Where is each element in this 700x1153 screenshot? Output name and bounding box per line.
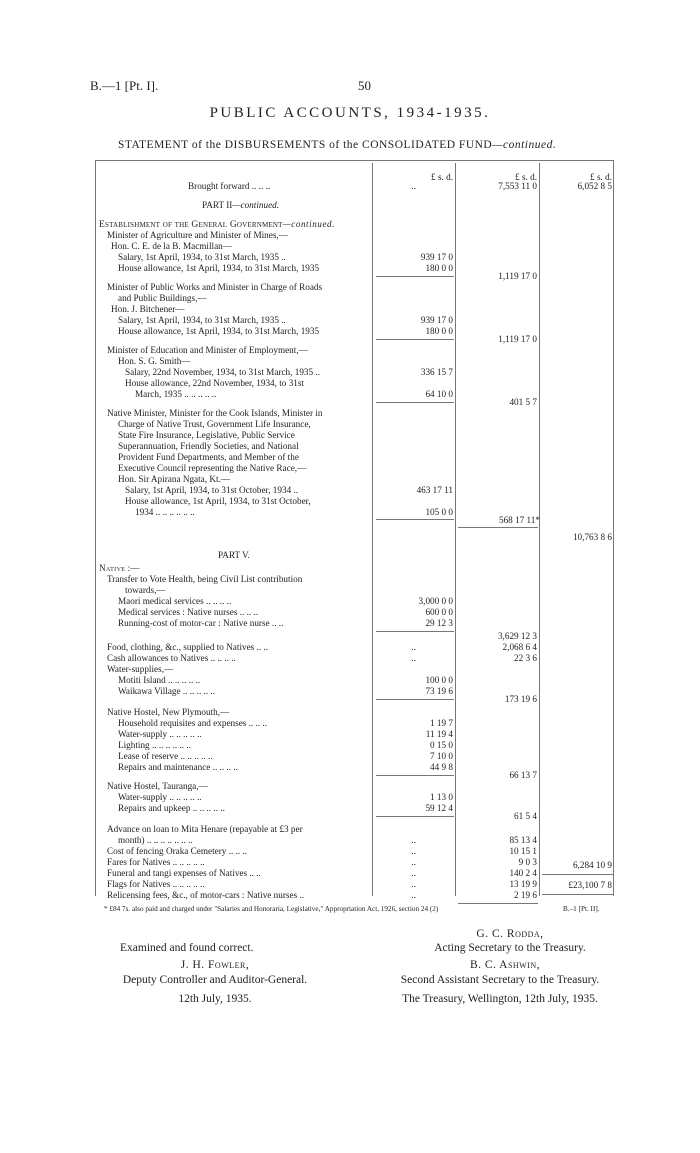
subtotal: 10 15 1	[509, 846, 537, 856]
sum-rule	[542, 894, 613, 895]
amount: 73 19 6	[425, 686, 453, 696]
native-heading: Native :—	[99, 563, 140, 573]
sum-rule	[376, 276, 454, 277]
list-item: and Public Buildings,—	[118, 293, 207, 303]
amount: 463 17 11	[416, 485, 453, 495]
sum-rule	[376, 402, 454, 403]
subtotal: 22 3 6	[514, 653, 537, 663]
subtotal: 13 19 9	[509, 879, 537, 889]
list-item: Repairs and upkeep .. .. .. .. ..	[118, 803, 225, 813]
list-item: Water-supply .. .. .. .. ..	[118, 729, 202, 739]
list-item: Waikawa Village .. .. .. .. ..	[118, 686, 216, 696]
amount: 180 0 0	[425, 326, 453, 336]
list-item: House allowance, 1st April, 1934, to 31st March, 1935	[118, 263, 320, 273]
amount: 0 15 0	[430, 740, 453, 750]
list-item: Relicensing fees, &c., of motor-cars : Native nurses ..	[107, 890, 305, 900]
list-item: Transfer to Vote Health, being Civil List contribution	[107, 574, 303, 584]
list-item: State Fire Insurance, Legislative, Public Service	[118, 430, 295, 440]
sum-rule	[376, 816, 454, 817]
column-rule-2	[455, 163, 456, 896]
subtotal: 61 5 4	[514, 811, 537, 821]
subtotal: 3,629 12 3	[497, 631, 537, 641]
signatory-fowler-title: Deputy Controller and Auditor-General.	[122, 974, 308, 986]
subtotal: 401 5 7	[509, 397, 537, 407]
list-item: Hon. J. Bitchener—	[111, 304, 185, 314]
subtitle-continued: —continued.	[492, 139, 557, 151]
sum-rule	[376, 775, 454, 776]
amount: 1 19 7	[430, 718, 453, 728]
subtotal: 568 17 11*	[498, 515, 540, 525]
amount: 100 0 0	[425, 675, 453, 685]
list-item: Superannuation, Friendly Societies, and National	[118, 441, 299, 451]
list-item: Water-supplies,—	[107, 664, 174, 674]
list-item: Motiti Island .. .. .. .. ..	[118, 675, 201, 685]
list-item: Provident Fund Departments, and Member of the	[118, 452, 299, 462]
table-top-rule	[95, 160, 613, 161]
amount: 939 17 0	[420, 315, 453, 325]
list-item: Funeral and tangi expenses of Natives .. ..	[107, 868, 261, 878]
amount: 7 10 0	[430, 751, 453, 761]
list-item: Native Hostel, New Plymouth,—	[107, 707, 230, 717]
list-item: Salary, 1st April, 1934, to 31st March, 1935 ..	[118, 315, 286, 325]
signatory-rodda-title: Acting Secretary to the Treasury.	[434, 942, 586, 954]
part-ii-total: 10,763 8 6	[572, 532, 612, 542]
signatory-fowler-name: J. H. Fowler,	[180, 959, 250, 971]
subtitle-main: STATEMENT of the DISBURSEMENTS of the CONSOLIDATED FUND	[118, 139, 493, 151]
list-item: Lease of reserve .. .. .. .. ..	[118, 751, 213, 761]
part-v-total: 6,284 10 9	[572, 860, 612, 870]
list-item: Minister of Education and Minister of Employment,—	[107, 345, 308, 355]
amount: 180 0 0	[425, 263, 453, 273]
subtotal: 140 2 4	[509, 868, 537, 878]
signatory-ashwin-title: Second Assistant Secretary to the Treasury.	[400, 974, 600, 986]
brought-forward-col1: ..	[411, 181, 416, 191]
part-v-heading: PART V.	[218, 550, 250, 560]
list-item: Native Hostel, Tauranga,—	[107, 781, 208, 791]
brought-forward-label: Brought forward .. .. ..	[188, 181, 271, 191]
amount: 44 9 8	[430, 762, 453, 772]
list-item: Salary, 22nd November, 1934, to 31st March, 1935 ..	[125, 367, 321, 377]
amount: 336 15 7	[420, 367, 453, 377]
column-rule-3	[539, 163, 540, 896]
list-item: Minister of Agriculture and Minister of Mines,—	[107, 230, 288, 240]
list-item: March, 1935 .. .. .. .. ..	[135, 389, 217, 399]
brought-forward-col2: 7,553 11 0	[498, 181, 537, 191]
list-item: Hon. C. E. de la B. Macmillan—	[111, 241, 232, 251]
subtotal: 85 13 4	[509, 835, 537, 845]
subtotal: 2,068 6 4	[502, 642, 537, 652]
list-item: Hon. Sir Apirana Ngata, Kt.—	[118, 474, 231, 484]
subtotal: 173 19 6	[504, 694, 537, 704]
list-item: House allowance, 22nd November, 1934, to 31st	[125, 378, 305, 388]
list-item: Hon. S. G. Smith—	[118, 356, 191, 366]
part-ii-heading: PART II—continued.	[202, 200, 280, 210]
page-number: 50	[358, 78, 371, 93]
column-header-3: £ s. d.	[590, 172, 612, 182]
amount: 3,000 0 0	[418, 596, 453, 606]
sum-rule	[376, 339, 454, 340]
amount: ..	[411, 879, 416, 889]
sum-rule	[458, 527, 538, 528]
table-right-rule	[613, 160, 614, 896]
subtotal: 9 0 3	[518, 857, 537, 867]
list-item: Running-cost of motor-car : Native nurse .. ..	[118, 618, 284, 628]
page-subtitle	[118, 139, 556, 151]
sum-rule	[542, 874, 613, 875]
amount: ..	[411, 890, 416, 900]
sum-rule	[376, 699, 454, 700]
list-item: Charge of Native Trust, Government Life Insurance,	[118, 419, 311, 429]
list-item: Fares for Natives .. .. .. .. ..	[107, 857, 205, 867]
amount: 64 10 0	[425, 389, 453, 399]
brought-forward-col3: 6,052 8 5	[577, 181, 612, 191]
subtotal: 2 19 6	[514, 890, 537, 900]
amount: ..	[411, 642, 416, 652]
list-item: Salary, 1st April, 1934, to 31st October, 1934 ..	[125, 485, 299, 495]
amount: 1 13 0	[430, 792, 453, 802]
amount: ..	[411, 857, 416, 867]
list-item: Executive Council representing the Native Race,—	[118, 463, 307, 473]
list-item: House allowance, 1st April, 1934, to 31st March, 1935	[118, 326, 320, 336]
list-item: House allowance, 1st April, 1934, to 31st October,	[125, 496, 311, 506]
signatory-rodda-name: G. C. Rodda,	[476, 928, 544, 940]
amount: 11 19 4	[425, 729, 453, 739]
list-item: month) .. .. .. .. .. .. ..	[118, 835, 193, 845]
list-item: Cost of fencing Oraka Cemetery .. .. ..	[107, 846, 248, 856]
footnote: * £84 7s. also paid and charged under "Salaries and Honoraria, Legislative," Appropriation Act, 1926, section 24 (2)	[104, 905, 439, 913]
list-item: Cash allowances to Natives .. .. .. ..	[107, 653, 236, 663]
column-rule-1	[372, 163, 373, 896]
establishment-heading: Establishment of the General Government—continued.	[99, 219, 335, 230]
amount: ..	[411, 835, 416, 845]
column-header-2: £ s. d.	[515, 172, 537, 182]
page-title: PUBLIC ACCOUNTS, 1934-1935.	[209, 105, 491, 121]
list-item: towards,—	[125, 585, 166, 595]
column-header-1: £ s. d.	[431, 172, 453, 182]
list-item: Minister of Public Works and Minister in Charge of Roads	[107, 282, 323, 292]
list-item: 1934 .. .. .. .. .. ..	[135, 507, 195, 517]
list-item: Native Minister, Minister for the Cook Islands, Minister in	[107, 408, 323, 418]
examined-date: 12th July, 1935.	[178, 993, 252, 1005]
list-item: Advance on loan to Mita Henare (repayable at £3 per	[107, 824, 303, 834]
amount: ..	[411, 653, 416, 663]
subtotal: 66 13 7	[509, 770, 537, 780]
amount: 29 12 3	[425, 618, 453, 628]
subtotal: 1,119 17 0	[498, 271, 537, 281]
list-item: Household requisites and expenses .. .. ..	[118, 718, 268, 728]
footnote-reference: B.–1 [Pt. II].	[563, 905, 600, 913]
amount: 939 17 0	[420, 252, 453, 262]
sum-rule	[458, 903, 538, 904]
list-item: Salary, 1st April, 1934, to 31st March, 1935 ..	[118, 252, 286, 262]
subtotal: 1,119 17 0	[498, 334, 537, 344]
sum-rule	[376, 519, 454, 520]
list-item: Flags for Natives .. .. .. .. ..	[107, 879, 205, 889]
treasury-date: The Treasury, Wellington, 12th July, 1935.	[402, 993, 598, 1005]
list-item: Food, clothing, &c., supplied to Natives .. ..	[107, 642, 269, 652]
list-item: Lighting .. .. .. .. .. ..	[118, 740, 191, 750]
grand-total: £23,100 7 8	[568, 880, 612, 890]
signatory-ashwin-name: B. C. Ashwin,	[469, 959, 541, 971]
list-item: Repairs and maintenance .. .. .. ..	[118, 762, 238, 772]
list-item: Water-supply .. .. .. .. ..	[118, 792, 202, 802]
sum-rule	[376, 631, 454, 632]
examined-statement: Examined and found correct.	[120, 942, 254, 954]
list-item: Medical services : Native nurses .. .. ..	[118, 607, 259, 617]
document-reference: B.—1 [Pt. I].	[90, 78, 159, 93]
amount: 59 12 4	[425, 803, 453, 813]
amount: 600 0 0	[425, 607, 453, 617]
amount: 105 0 0	[425, 507, 453, 517]
table-left-rule	[95, 160, 96, 896]
amount: ..	[411, 868, 416, 878]
list-item: Maori medical services .. .. .. ..	[118, 596, 232, 606]
amount: ..	[411, 846, 416, 856]
